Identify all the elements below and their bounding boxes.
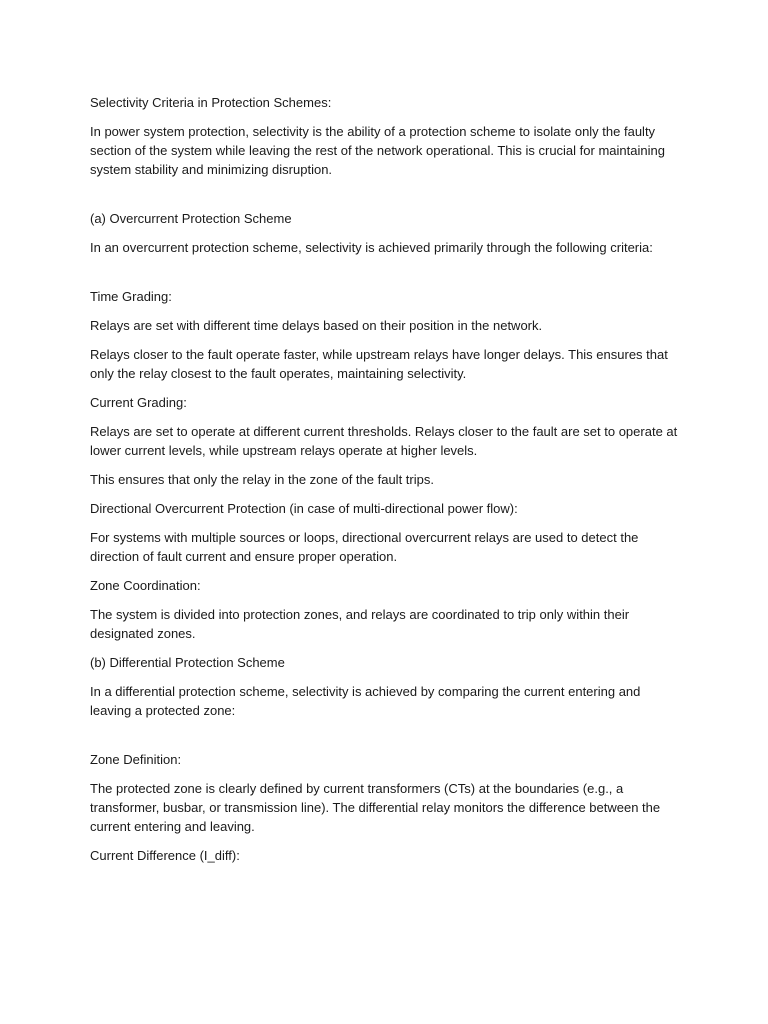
- spacer: [90, 267, 680, 287]
- zone-definition-paragraph: The protected zone is clearly defined by current transformers (CTs) at the boundaries (e.g., a transformer, busbar, or transmission line). The differential relay monitors the difference between the current entering and leaving.: [90, 781, 661, 834]
- zone-coordination-paragraph: The system is divided into protection zones, and relays are coordinated to trip only within their designated zones.: [90, 607, 630, 641]
- spacer: [90, 730, 680, 750]
- current-grading-paragraph-2: This ensures that only the relay in the zone of the fault trips.: [90, 472, 434, 487]
- section-a-intro: In an overcurrent protection scheme, selectivity is achieved primarily through the following criteria:: [90, 240, 653, 255]
- section-b-intro: In a differential protection scheme, selectivity is achieved by comparing the current entering and leaving a protected zone:: [90, 684, 641, 718]
- current-difference-heading: Current Difference (I_diff):: [90, 848, 240, 863]
- directional-paragraph: For systems with multiple sources or loops, directional overcurrent relays are used to detect the direction of fault current and ensure proper operation.: [90, 530, 639, 564]
- time-grading-paragraph-2: Relays closer to the fault operate faster, while upstream relays have longer delays. This ensures that only the relay closest to the fault operates, maintaining selectivity.: [90, 347, 668, 381]
- section-b-heading: (b) Differential Protection Scheme: [90, 655, 285, 670]
- document-body: [90, 93, 680, 875]
- current-grading-heading: Current Grading:: [90, 395, 187, 410]
- zone-coordination-heading: Zone Coordination:: [90, 578, 201, 593]
- time-grading-paragraph-1: Relays are set with different time delays based on their position in the network.: [90, 318, 543, 333]
- section-a-heading: (a) Overcurrent Protection Scheme: [90, 211, 292, 226]
- intro-paragraph: In power system protection, selectivity is the ability of a protection scheme to isolate only the faulty section of the system while leaving the rest of the network operational. This is crucial for maintaining system stability and minimizing disruption.: [90, 124, 665, 177]
- spacer: [90, 189, 680, 209]
- time-grading-heading: Time Grading:: [90, 289, 172, 304]
- directional-heading: Directional Overcurrent Protection (in case of multi-directional power flow):: [90, 501, 518, 516]
- document-title: Selectivity Criteria in Protection Schemes:: [90, 95, 332, 110]
- current-grading-paragraph-1: Relays are set to operate at different current thresholds. Relays closer to the fault are set to operate at lower current levels, while upstream relays operate at higher levels.: [90, 424, 678, 458]
- zone-definition-heading: Zone Definition:: [90, 752, 182, 767]
